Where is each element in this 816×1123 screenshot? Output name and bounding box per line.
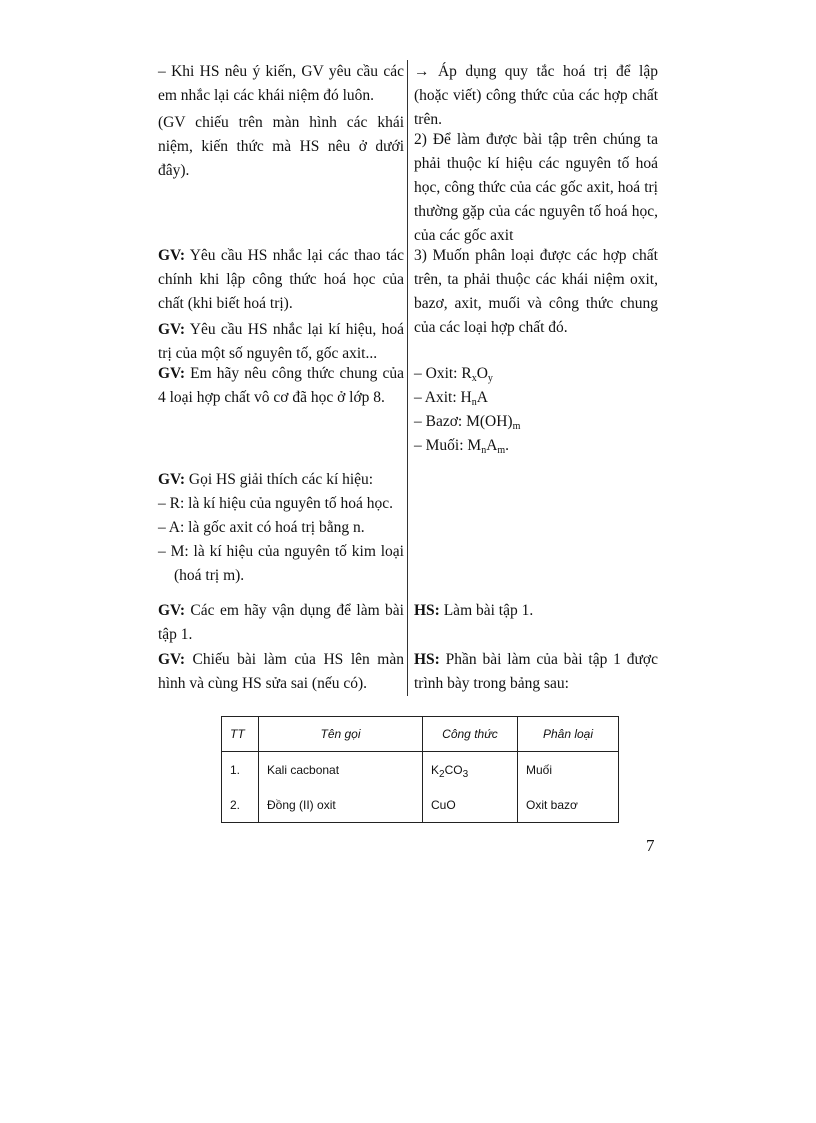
column-divider bbox=[407, 60, 408, 696]
left-block-1: – Khi HS nêu ý kiến, GV yêu cầu các em nhắc lại các khái niệm đó luôn. (GV chiếu trên màn hình các khái niệm, kiến thức mà HS nêu ở dưới đây). bbox=[158, 63, 404, 179]
formula-bazo: – Bazơ: $M(OH)_m$ bbox=[414, 413, 521, 432]
table-row: 1. Kali cacbonat $K_2CO_3$ Muối bbox=[222, 752, 619, 788]
left-block-3: GV: Yêu cầu HS nhắc lại kí hiệu, hoá trị của một số nguyên tố, gốc axit... bbox=[158, 321, 404, 362]
formula-list bbox=[414, 362, 658, 458]
table-row: 2. Đồng (II) oxit CuO Oxit bazơ bbox=[222, 787, 619, 823]
left-block-5: GV: Gọi HS giải thích các kí hiệu: – R: là kí hiệu của nguyên tố hoá học. – A: là gốc axit có hoá trị bằng n. – M: là kí hiệu của nguyên tố kim loại (hoá trị m). bbox=[158, 471, 404, 584]
compound-table bbox=[221, 716, 619, 823]
formula-oxit: – Oxit: $R_xO_y$ bbox=[414, 365, 493, 384]
right-block-1: → Áp dụng quy tắc hoá trị để lập (hoặc viết) công thức của các hợp chất trên. bbox=[414, 63, 658, 128]
formula-muoi: – Muối: $M_nA_m$. bbox=[414, 437, 510, 456]
left-block-2: GV: Yêu cầu HS nhắc lại các thao tác chính khi lập công thức hoá học của chất (khi biết hoá trị). bbox=[158, 247, 404, 312]
page-number: 7 bbox=[646, 836, 655, 855]
table-header-row: TT Tên gọi Công thức Phân loại bbox=[222, 717, 619, 752]
right-block-5: HS: Làm bài tập 1. bbox=[414, 602, 534, 619]
right-block-3: 3) Muốn phân loại được các hợp chất trên, ta phải thuộc các khái niệm oxit, bazơ, axit, muối và công thức chung của các loại hợp chất đó. bbox=[414, 247, 658, 336]
right-block-2: 2) Để làm được bài tập trên chúng ta phải thuộc kí hiệu các nguyên tố hoá học, công thức của các gốc axit, hoá trị thường gặp của các nguyên tố hoá học, của các gốc axit bbox=[414, 131, 658, 244]
left-block-4: GV: Em hãy nêu công thức chung của 4 loại hợp chất vô cơ đã học ở lớp 8. bbox=[158, 365, 404, 406]
left-block-6: GV: Các em hãy vận dụng để làm bài tập 1. bbox=[158, 602, 404, 643]
left-block-7: GV: Chiếu bài làm của HS lên màn hình và cùng HS sửa sai (nếu có). bbox=[158, 651, 404, 692]
formula-axit: – Axit: $H_nA$ bbox=[414, 389, 488, 408]
right-block-6: HS: Phần bài làm của bài tập 1 được trình bày trong bảng sau: bbox=[414, 651, 658, 692]
